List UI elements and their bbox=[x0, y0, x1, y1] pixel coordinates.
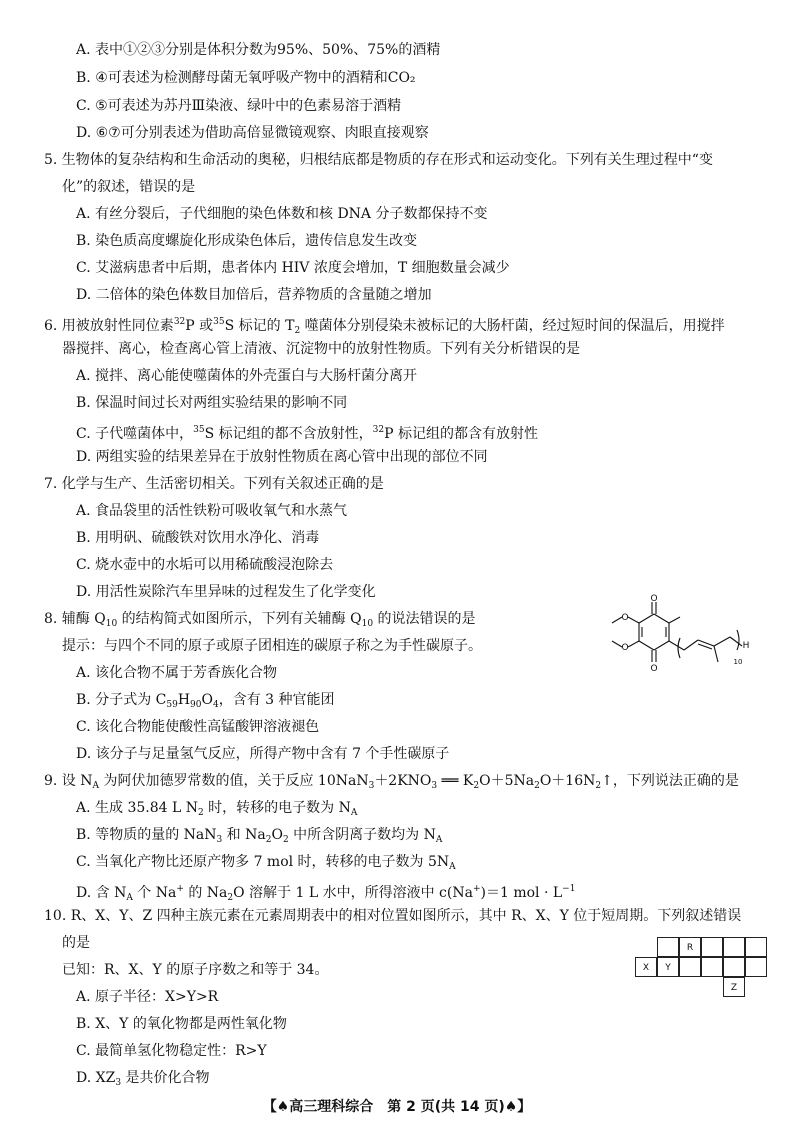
q5-option-c: C. 艾滋病患者中后期，患者体内 HIV 浓度会增加，T 细胞数量会减少 bbox=[76, 260, 510, 276]
mol-oxygen-methoxy-1: O bbox=[621, 613, 629, 623]
q9-sub-2: 2 bbox=[282, 835, 289, 845]
q6-option-b: B. 保温时间过长对两组实验结果的影响不同 bbox=[76, 395, 348, 411]
mol-oxygen-methoxy-2: O bbox=[621, 643, 629, 653]
q7-option-b: B. 用明矾、硫酸铁对饮用水净化、消毒 bbox=[76, 530, 320, 546]
q8-stem-text: 的说法错误的是 bbox=[373, 611, 476, 627]
q4-option-a: A. 表中①②③分别是体积分数为95%、50%、75%的酒精 bbox=[76, 42, 441, 58]
q7-option-a: A. 食品袋里的活性铁粉可吸收氧气和水蒸气 bbox=[76, 503, 348, 519]
q8-option-d: D. 该分子与足量氢气反应，所得产物中含有 7 个手性碳原子 bbox=[76, 746, 450, 762]
q9-sub-a: A bbox=[435, 835, 443, 845]
q6-optc-sup-35: 35 bbox=[193, 425, 205, 435]
q9-sub-a: A bbox=[126, 893, 133, 903]
q9-sub-2: 2 bbox=[227, 893, 234, 903]
q10-option-d bbox=[76, 1069, 210, 1092]
q10-option-b: B. X、Y 的氧化物都是两性氧化物 bbox=[76, 1016, 287, 1032]
q10-stem-line1: 10. R、X、Y、Z 四种主族元素在元素周期表中的相对位置如图所示，其中 R、X、Y 位于短周期。下列叙述错误 bbox=[44, 908, 742, 924]
q6-optc-text: P 标记组的都含有放射性 bbox=[384, 426, 538, 442]
q9-sub-2: 2 bbox=[198, 808, 204, 818]
q8-optb-text: B. 分子式为 C bbox=[76, 692, 167, 708]
q9-stem-text: O＋16N bbox=[539, 773, 596, 789]
q9-stem-text: 9. 设 N bbox=[44, 773, 93, 789]
q9-option-c bbox=[76, 853, 456, 876]
q5-option-a: A. 有丝分裂后，子代细胞的染色体数和核 DNA 分子数都保持不变 bbox=[76, 206, 488, 222]
q6-stem-text: S 标记的 T bbox=[224, 318, 295, 334]
q8-optb-text: H bbox=[177, 692, 191, 708]
q9-sub-3: 3 bbox=[216, 835, 223, 845]
q9-sup-plus: + bbox=[176, 884, 184, 894]
ptable-cell-empty bbox=[723, 957, 745, 977]
q9-stem bbox=[44, 772, 739, 795]
q6-optc-text: C. 子代噬菌体中， bbox=[76, 426, 194, 442]
q10-sub-3: 3 bbox=[115, 1078, 122, 1088]
q6-stem-line1 bbox=[44, 313, 725, 340]
q4-option-b: B. ④可表述为检测酵母菌无氧呼吸产物中的酒精和CO₂ bbox=[76, 70, 416, 86]
coenzyme-q10-structure bbox=[606, 594, 766, 694]
q8-sub-10: 10 bbox=[361, 619, 374, 629]
q6-option-a: A. 搅拌、离心能使噬菌体的外壳蛋白与大肠杆菌分离开 bbox=[76, 368, 418, 384]
q8-sub-90: 90 bbox=[190, 700, 202, 710]
ptable-cell-empty bbox=[679, 957, 701, 977]
q9-sub-a: A bbox=[449, 862, 456, 872]
ptable-cell-y: Y bbox=[657, 957, 679, 977]
q6-optc-sup-32: 32 bbox=[372, 425, 385, 435]
mol-oxygen-top: O bbox=[650, 594, 658, 604]
q6-sup-35: 35 bbox=[213, 317, 225, 327]
q10-optd-text: 是共价化合物 bbox=[121, 1070, 210, 1086]
q9-option-a bbox=[76, 799, 357, 822]
q9-optd-text: 的 Na bbox=[183, 885, 228, 901]
q9-option-d bbox=[76, 880, 575, 907]
ptable-cell-empty bbox=[701, 957, 723, 977]
q8-option-a: A. 该化合物不属于芳香族化合物 bbox=[76, 665, 278, 681]
q4-option-d: D. ⑥⑦可分别表述为借助高倍显微镜观察、肉眼直接观察 bbox=[76, 125, 429, 141]
ptable-cell-x: X bbox=[635, 957, 657, 977]
q8-option-b bbox=[76, 691, 335, 714]
ptable-cell-empty bbox=[657, 937, 679, 957]
q9-optd-text: 个 Na bbox=[132, 885, 177, 901]
q9-optb-text: B. 等物质的量的 NaN bbox=[76, 827, 217, 843]
ptable-cell-z: Z bbox=[723, 977, 745, 997]
q6-sup-32: 32 bbox=[173, 317, 186, 327]
q9-optb-text: 中所含阴离子数均为 N bbox=[288, 827, 436, 843]
ptable-cell-empty bbox=[701, 937, 723, 957]
q8-sub-10: 10 bbox=[105, 619, 118, 629]
q6-stem-text: 6. 用被放射性同位素 bbox=[44, 318, 174, 334]
q8-optb-text: O bbox=[201, 692, 213, 708]
q6-optc-text: S 标记组的都不含放射性， bbox=[204, 426, 373, 442]
q9-optd-text: )＝1 mol · L bbox=[480, 885, 563, 901]
ptable-cell-empty bbox=[745, 937, 767, 957]
q10-given: 已知：R、X、Y 的原子序数之和等于 34。 bbox=[62, 962, 329, 978]
q9-stem-text: ＋2KNO bbox=[374, 773, 432, 789]
q9-sub-2: 2 bbox=[265, 835, 272, 845]
q9-sup-minus1: −1 bbox=[562, 884, 576, 894]
q6-sub-2: 2 bbox=[294, 326, 301, 336]
q6-stem-text: 噬菌体分别侵染未被标记的大肠杆菌，经过短时间的保温后，用搅拌 bbox=[300, 318, 725, 334]
q6-stem-line2: 器搅拌、离心，检查离心管上清液、沉淀物中的放射性物质。下列有关分析错误的是 bbox=[62, 341, 580, 357]
q9-stem-text: 为阿伏加德罗常数的值，关于反应 10NaN bbox=[99, 773, 369, 789]
q10-stem-line2: 的是 bbox=[62, 935, 90, 951]
q9-opta-text: 时，转移的电子数为 N bbox=[203, 800, 351, 816]
q10-optd-text: D. XZ bbox=[76, 1070, 116, 1086]
q9-optb-text: O bbox=[271, 827, 283, 843]
q9-optd-text: O 溶解于 1 L 水中，所得溶液中 c(Na bbox=[233, 885, 473, 901]
q9-sub-a: A bbox=[92, 781, 100, 791]
q9-stem-text: O＋5Na bbox=[479, 773, 535, 789]
q5-option-b: B. 染色质高度螺旋化形成染色体后，遗传信息发生改变 bbox=[76, 233, 418, 249]
q9-optd-text: D. 含 N bbox=[76, 885, 127, 901]
q9-sub-3: 3 bbox=[368, 781, 375, 791]
q4-option-c: C. ⑤可表述为苏丹Ⅲ染液、绿叶中的色素易溶于酒精 bbox=[76, 98, 402, 114]
q7-option-d: D. 用活性炭除汽车里异味的过程发生了化学变化 bbox=[76, 584, 376, 600]
q9-sub-2: 2 bbox=[534, 781, 540, 791]
q9-sub-2: 2 bbox=[473, 781, 480, 791]
ptable-cell-empty bbox=[745, 957, 767, 977]
q10-option-c: C. 最简单氢化物稳定性：R>Y bbox=[76, 1043, 267, 1059]
q6-stem-text: P 或 bbox=[185, 318, 214, 334]
q5-option-d: D. 二倍体的染色体数目加倍后，营养物质的含量随之增加 bbox=[76, 287, 432, 303]
mol-repeat-count: 10 bbox=[733, 658, 743, 666]
q9-sup-plus: + bbox=[472, 884, 481, 894]
q9-stem-text: ↑，下列说法正确的是 bbox=[601, 773, 739, 789]
q9-optc-text: C. 当氧化产物比还原产物多 7 mol 时，转移的电子数为 5N bbox=[76, 854, 450, 870]
q8-sub-4: 4 bbox=[212, 700, 219, 710]
q9-opta-text: A. 生成 35.84 L N bbox=[76, 800, 198, 816]
q9-stem-text: ══ K bbox=[437, 773, 474, 789]
q6-option-c bbox=[76, 421, 538, 443]
q8-stem-text: 8. 辅酶 Q bbox=[44, 611, 106, 627]
mol-oxygen-bottom: O bbox=[650, 664, 658, 674]
q8-sub-59: 59 bbox=[166, 700, 178, 710]
q8-hint: 提示：与四个不同的原子或原子团相连的碳原子称之为手性碳原子。 bbox=[62, 638, 482, 654]
q8-stem bbox=[44, 610, 476, 633]
q9-option-b bbox=[76, 826, 442, 849]
q9-optb-text: 和 Na bbox=[222, 827, 266, 843]
q5-stem-line2: 化”的叙述，错误的是 bbox=[62, 179, 196, 195]
q9-sub-2: 2 bbox=[595, 781, 602, 791]
q8-option-c: C. 该化合物能使酸性高锰酸钾溶液褪色 bbox=[76, 719, 320, 735]
ptable-cell-r: R bbox=[679, 937, 701, 957]
q10-option-a: A. 原子半径：X>Y>R bbox=[76, 989, 219, 1005]
q8-optb-text: ，含有 3 种官能团 bbox=[218, 692, 335, 708]
q9-sub-a: A bbox=[350, 808, 358, 818]
page-footer: 【♠高三理科综合 第 2 页(共 14 页)♠】 bbox=[262, 1099, 532, 1115]
q6-option-d: D. 两组实验的结果差异在于放射性物质在离心管中出现的部位不同 bbox=[76, 449, 488, 465]
mol-hydrogen: H bbox=[742, 641, 750, 651]
q9-sub-3: 3 bbox=[431, 781, 438, 791]
q7-stem: 7. 化学与生产、生活密切相关。下列有关叙述正确的是 bbox=[44, 476, 384, 492]
q7-option-c: C. 烧水壶中的水垢可以用稀硫酸浸泡除去 bbox=[76, 557, 334, 573]
ptable-cell-empty bbox=[723, 937, 745, 957]
q5-stem-line1: 5. 生物体的复杂结构和生命活动的奥秘，归根结底都是物质的存在形式和运动变化。下列有关生理过程中“变 bbox=[44, 152, 713, 168]
q8-stem-text: 的结构简式如图所示，下列有关辅酶 Q bbox=[117, 611, 362, 627]
